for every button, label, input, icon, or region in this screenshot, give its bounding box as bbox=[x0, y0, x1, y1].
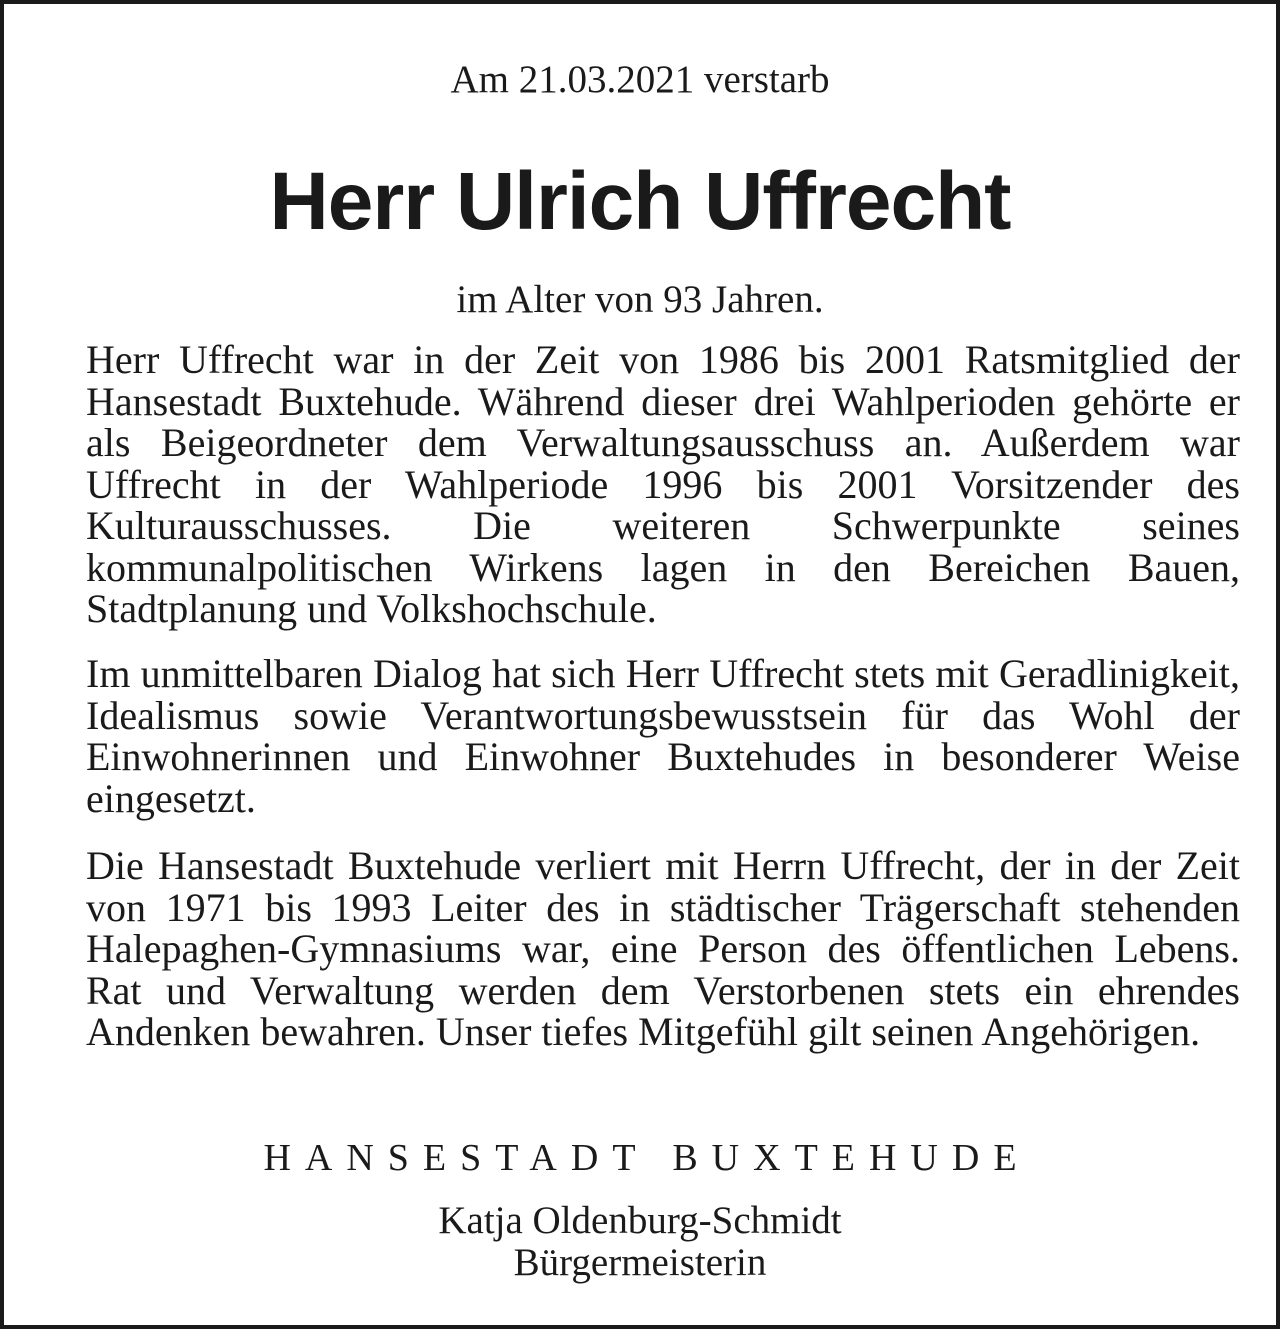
paragraph-condolence: Die Hansestadt Buxtehude verliert mit Herrn Uffrecht, der in der Zeit von 1971 bis 1993 Leiter des in städtischer Trägerschaft stehenden Halepaghen-Gymnasiums war, eine Person des öffentlichen Lebens. Rat und Verwaltung werden dem Verstorbenen stets ein ehrendes Andenken bewahren. Unser tiefes Mitgefühl gilt seinen Angehörigen. bbox=[86, 843, 1240, 1054]
age-line: im Alter von 93 Jahren. bbox=[456, 278, 824, 321]
death-date-line: Am 21.03.2021 verstarb bbox=[450, 58, 830, 101]
paragraph-dialog: Im unmittelbaren Dialog hat sich Herr Uffrecht stets mit Geradlinigkeit, Idealismus sowie Verantwortungsbewusstsein für das Wohl der Einwohnerinnen und Einwohner Buxtehudes in besonderer Weise eingesetzt. bbox=[86, 651, 1240, 821]
deceased-name: Herr Ulrich Uffrecht bbox=[269, 156, 1011, 247]
signer-title: Bürgermeisterin bbox=[513, 1241, 767, 1284]
signer-name: Katja Oldenburg-Schmidt bbox=[438, 1199, 842, 1242]
organization-name: HANSESTADT BUXTEHUDE bbox=[263, 1137, 1031, 1179]
paragraph-career: Herr Uffrecht war in der Zeit von 1986 bis 2001 Ratsmitglied der Hansestadt Buxtehude. Während dieser drei Wahlperioden gehörte er als Beigeordneter dem Verwaltungsausschuss an. Außerdem war Uffrecht in der Wahlperiode 1996 bis 2001 Vorsitzender des Kulturausschusses. Die weiteren Schwerpunkte seines kommunalpolitischen Wirkens lagen in den Bereichen Bauen, Stadtplanung und Volkshochschule. bbox=[86, 337, 1240, 631]
